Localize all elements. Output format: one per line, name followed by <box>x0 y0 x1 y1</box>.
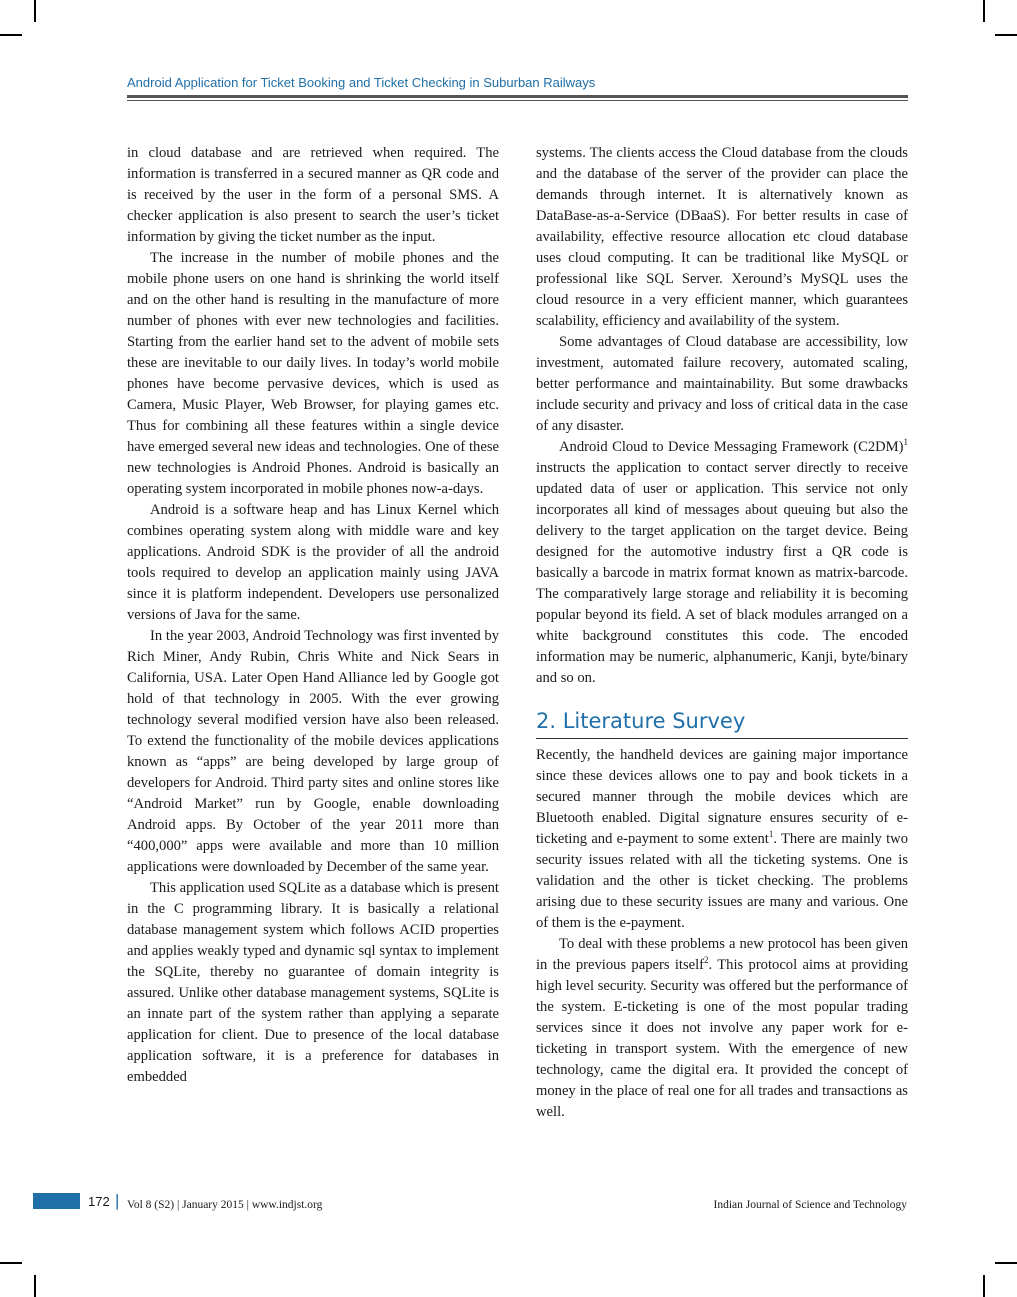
right-column <box>536 143 908 1123</box>
paragraph-text: instructs the application to contact server directly to receive updated data of user or application. This service not only incorporates all kind of messages about queuing but also the delivery to the target application on the target device. Being designed for the automotive industry first a QR code is basically a barcode in matrix format known as matrix-barcode. The comparatively large storage and reliability it is becoming popular beyond its field. A set of black modules arranged on a white background constitutes this code. The encoded information may be numeric, alphanumeric, Kanji, byte/binary and so on. <box>536 460 908 686</box>
paragraph-text: . This protocol aims at providing high level security. Security was offered but the performance of the system. E-ticketing is one of the most popular trading services since it does not involve any paper work for e-ticketing in transport system. With the emergence of new technology, came the digital era. It provided the concept of money in the place of real one for all trades and transactions as well. <box>536 957 908 1120</box>
section-heading: 2. Literature Survey <box>536 707 908 739</box>
page-number: 172 <box>88 1194 110 1209</box>
footer-accent-bar <box>33 1193 80 1209</box>
crop-mark <box>983 1275 985 1297</box>
running-header-title: Android Application for Ticket Booking and Ticket Checking in Suburban Railways <box>127 75 596 90</box>
paragraph-text: Android Cloud to Device Messaging Framework (C2DM) <box>559 439 904 455</box>
paragraph-text: . There are mainly two security issues related with all the ticketing systems. One is validation and the other is ticket checking. The problems arising due to these security issues are many and various. One of them is the e-payment. <box>536 831 909 931</box>
paragraph-text: Recently, the handheld devices are gaining major importance since these devices allows one to pay and book tickets in a secured manner through the mobile devices which are Bluetooth enabled. Digital signature ensures security of e-ticketing and e-payment to some extent <box>536 747 908 847</box>
left-column <box>127 143 499 1088</box>
crop-mark <box>34 0 36 22</box>
paragraph: in cloud database and are retrieved when required. The information is transferred in a secured manner as QR code and is received by the user in the form of a personal SMS. A checker application is also present to search the user’s ticket information by giving the ticket number as the input. <box>127 145 499 245</box>
header-rule <box>127 95 908 98</box>
paragraph <box>536 934 908 1123</box>
citation-ref: 1 <box>903 437 908 448</box>
crop-mark <box>995 34 1017 36</box>
citation-ref: 1 <box>768 829 774 840</box>
paragraph: Android is a software heap and has Linux Kernel which combines operating system along with middle ware and key applications. Android SDK is the provider of all the android tools required to develop an application mainly using JAVA since it is platform independent. Developers use personalized versions of Java for the same. <box>127 502 499 623</box>
footer-volume-info: Vol 8 (S2) | January 2015 | www.indjst.org <box>127 1199 323 1211</box>
crop-mark <box>983 0 985 22</box>
paragraph: In the year 2003, Android Technology was first invented by Rich Miner, Andy Rubin, Chris White and Nick Sears in California, USA. Later Open Hand Alliance led by Google got hold of that technology in 2005. With the ever growing technology several modified version have also been released. To extend the functionality of the mobile devices applications known as “apps” are being developed by large group of developers for Android. Third party sites and online stores like “Android Market” run by Google, enable downloading Android apps. By October of the year 2011 more than “400,000” apps were available and more than 10 million applications were downloaded by December of the same year. <box>127 628 499 875</box>
paragraph: The increase in the number of mobile phones and the mobile phone users on one hand is shrinking the world itself and on the other hand is resulting in the manufacture of more number of phones with ever new technologies and facilities. Starting from the earlier hand set to the advent of mobile sets these are inevitable to our daily lives. In today’s world mobile phones have become pervasive devices, which is used as Camera, Music Player, Web Browser, for playing games etc. Thus for combining all these features within a single device have emerged several new ideas and technologies. One of these new technologies is Android Phones. Android is basically an operating system incorporated in mobile phones now-a-days. <box>127 250 499 497</box>
crop-mark <box>995 1262 1017 1264</box>
crop-mark <box>0 34 22 36</box>
citation-ref: 2 <box>704 955 709 966</box>
crop-mark <box>0 1262 22 1264</box>
paragraph: This application used SQLite as a database which is present in the C programming library. It is basically a relational database management system which follows ACID properties and applies weakly typed and dynamic sql syntax to implement the SQLite, thereby no guarantee of domain integrity is assured. Unlike other database management systems, SQLite is an innate part of the system rather than applying a separate application for client. Due to presence of the local database application software, it is a preference for databases in embedded <box>127 880 499 1085</box>
paragraph: Some advantages of Cloud database are accessibility, low investment, automated failure recovery, automated scaling, better performance and maintainability. But some drawbacks include security and privacy and loss of critical data in the case of any disaster. <box>536 334 908 434</box>
header-rule-thin <box>127 100 908 101</box>
paragraph: systems. The clients access the Cloud database from the clouds and the database of the server of the provider can place the demands through internet. It is alternatively known as DataBase-as-a-Service (DBaaS). For better results in case of availability, effective resource allocation etc cloud database uses cloud computing. It can be traditional like MySQL or professional like SQL Server. Xeround’s MySQL uses the cloud resource in a very efficient manner, which guarantees scalability, efficiency and availability of the system. <box>536 145 908 329</box>
paragraph-text: To deal with these problems a new protocol has been given in the previous papers itself <box>536 936 908 973</box>
paragraph <box>536 437 908 689</box>
footer-journal-name: Indian Journal of Science and Technology <box>713 1199 907 1211</box>
footer-separator: | <box>115 1191 120 1210</box>
paragraph <box>536 745 908 934</box>
crop-mark <box>34 1275 36 1297</box>
